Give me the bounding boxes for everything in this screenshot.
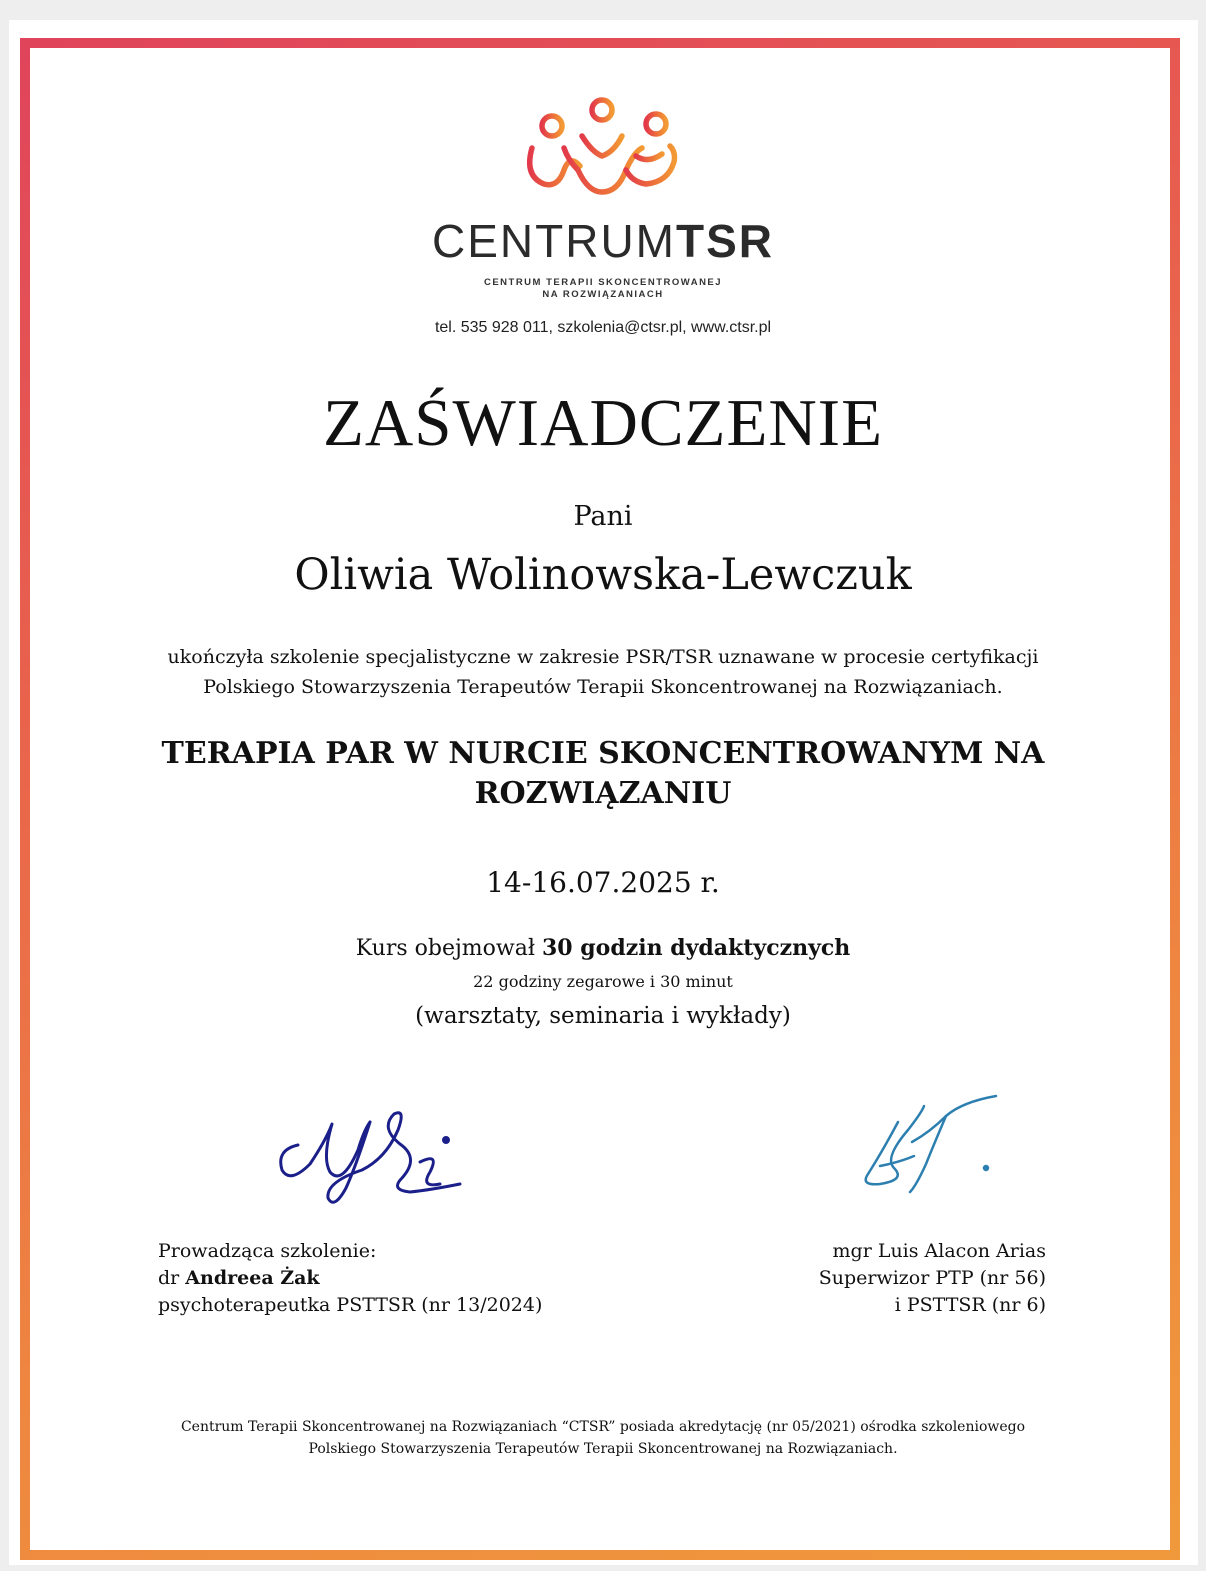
signatory-left-title: psychoterapeutka PSTTSR (nr 13/2024) bbox=[158, 1294, 543, 1316]
contact-info: tel. 535 928 011, szkolenia@ctsr.pl, www.ctsr.pl bbox=[434, 319, 772, 336]
signatory-left bbox=[158, 1238, 618, 1319]
course-hours: Kurs obejmował 30 godzin dydaktycznych bbox=[355, 935, 851, 961]
signature-right-icon bbox=[850, 1092, 1010, 1202]
course-forms: (warsztaty, seminaria i wykłady) bbox=[415, 1003, 791, 1029]
signatory-right-name: mgr Luis Alacon Arias bbox=[832, 1240, 1046, 1262]
document-title: ZAŚWIADCZENIE bbox=[322, 386, 884, 460]
recipient-name: Oliwia Wolinowska-Lewczuk bbox=[294, 550, 912, 600]
salutation: Pani bbox=[573, 501, 633, 532]
course-dates: 14-16.07.2025 r. bbox=[486, 866, 720, 899]
signature-left-icon bbox=[270, 1100, 480, 1215]
completion-statement: ukończyła szkolenie specjalistyczne w zakresie PSR/TSR uznawane w procesie certyfikacji Polskiego Stowarzyszenia Terapeutów Terapii Skoncentrowanej na Rozwiązaniach. bbox=[167, 646, 1039, 698]
signatory-right-title1: Superwizor PTP (nr 56) bbox=[818, 1267, 1046, 1289]
ctsr-logo-icon bbox=[518, 96, 688, 196]
signatory-right bbox=[646, 1238, 1046, 1319]
brand-subtitle: CENTRUM TERAPII SKONCENTROWANEJ NA ROZWIĄZANIACH bbox=[483, 277, 723, 300]
signatory-right-title2: i PSTTSR (nr 6) bbox=[894, 1294, 1046, 1316]
accreditation-footer: Centrum Terapii Skoncentrowanej na Rozwiązaniach “CTSR” posiada akredytację (nr 05/2021) ośrodka szkoleniowego Polskiego Stowarzyszenia Terapeutów Terapii Skoncentrowanej na Rozwiązaniach. bbox=[180, 1419, 1026, 1457]
signatory-left-name: dr Andreea Żak bbox=[158, 1267, 320, 1289]
course-hours-detail: 22 godziny zegarowe i 30 minut bbox=[473, 972, 733, 991]
brand-name: CENTRUMTSR bbox=[432, 215, 774, 267]
signatory-left-role: Prowadząca szkolenie: bbox=[158, 1240, 377, 1262]
course-title: TERAPIA PAR W NURCIE SKONCENTROWANYM NA ROZWIĄZANIU bbox=[161, 736, 1045, 811]
